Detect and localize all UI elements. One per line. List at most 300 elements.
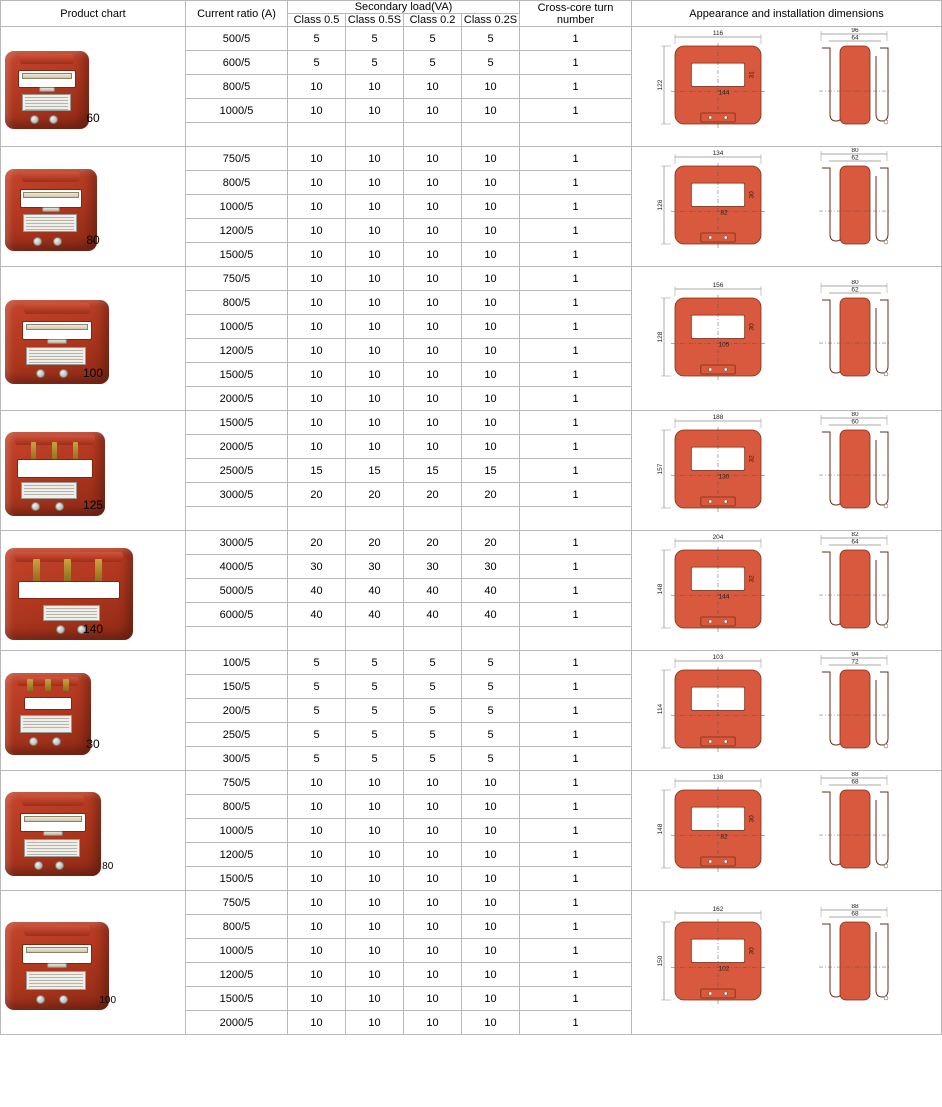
load-value-cell: 5	[404, 27, 462, 51]
product-cell	[1, 411, 186, 531]
table-row	[1, 771, 942, 795]
current-ratio-cell: 1000/5	[186, 939, 288, 963]
dim-height: 157	[656, 463, 664, 474]
dim-side-width: 96	[850, 27, 859, 34]
current-ratio-cell: 1000/5	[186, 195, 288, 219]
header-secondary-load: Secondary load(VA)	[288, 1, 520, 14]
load-value-cell: 5	[462, 27, 520, 51]
load-value-cell: 10	[346, 291, 404, 315]
current-ratio-cell: 750/5	[186, 267, 288, 291]
current-ratio-cell: 800/5	[186, 795, 288, 819]
dimension-cell	[632, 531, 942, 651]
cross-core-turn-cell: 1	[520, 99, 632, 123]
load-value-cell: 10	[346, 435, 404, 459]
load-value-cell: 5	[288, 723, 346, 747]
current-ratio-cell: 1000/5	[186, 315, 288, 339]
dim-inner-height: 30	[748, 322, 756, 330]
dim-inner-width: 105	[718, 341, 729, 349]
load-value-cell: 10	[288, 147, 346, 171]
load-value-cell: 10	[346, 267, 404, 291]
cross-core-turn-cell: 1	[520, 795, 632, 819]
load-value-cell	[404, 507, 462, 531]
load-value-cell: 10	[404, 915, 462, 939]
load-value-cell: 5	[346, 747, 404, 771]
current-ratio-cell: 800/5	[186, 915, 288, 939]
dim-side-width2: 62	[850, 286, 859, 293]
dim-inner-width: 144	[718, 593, 729, 601]
load-value-cell: 10	[288, 843, 346, 867]
dim-inner-height: 31	[748, 70, 756, 78]
load-value-cell: 20	[462, 483, 520, 507]
product-photo	[5, 922, 109, 1010]
table-header-row	[1, 1, 942, 14]
load-value-cell: 10	[346, 99, 404, 123]
cross-core-turn-cell: 1	[520, 435, 632, 459]
cross-core-turn-cell: 1	[520, 411, 632, 435]
dimension-drawing	[637, 148, 937, 266]
dim-side-width: 82	[850, 531, 859, 538]
load-value-cell: 20	[404, 483, 462, 507]
load-value-cell: 10	[404, 195, 462, 219]
product-size-label: 60	[86, 110, 100, 125]
product-photo	[5, 673, 91, 755]
current-ratio-cell: 1000/5	[186, 99, 288, 123]
cross-core-turn-cell: 1	[520, 675, 632, 699]
product-cell	[1, 651, 186, 771]
load-value-cell	[288, 627, 346, 651]
product-cell	[1, 267, 186, 411]
load-value-cell: 10	[288, 339, 346, 363]
dim-side-width: 94	[850, 651, 859, 658]
current-ratio-cell: 750/5	[186, 147, 288, 171]
product-photo	[5, 548, 133, 640]
current-ratio-cell: 1200/5	[186, 219, 288, 243]
load-value-cell: 10	[288, 939, 346, 963]
cross-core-turn-cell	[520, 507, 632, 531]
load-value-cell: 10	[462, 195, 520, 219]
product-photo	[5, 792, 101, 876]
load-value-cell: 10	[346, 819, 404, 843]
load-value-cell: 10	[404, 891, 462, 915]
load-value-cell: 10	[462, 1011, 520, 1035]
load-value-cell: 20	[404, 531, 462, 555]
dim-inner-height: 32	[748, 454, 756, 462]
load-value-cell: 10	[404, 771, 462, 795]
load-value-cell: 10	[288, 867, 346, 891]
cross-core-turn-cell: 1	[520, 171, 632, 195]
cross-core-turn-cell: 1	[520, 339, 632, 363]
load-value-cell: 10	[346, 243, 404, 267]
dim-width: 103	[712, 653, 723, 661]
load-value-cell: 10	[404, 267, 462, 291]
dim-width: 138	[712, 773, 723, 781]
load-value-cell: 40	[346, 579, 404, 603]
cross-core-turn-cell: 1	[520, 579, 632, 603]
dim-height: 150	[656, 955, 664, 966]
cross-core-turn-cell: 1	[520, 267, 632, 291]
dim-height: 122	[656, 79, 664, 90]
current-ratio-cell: 100/5	[186, 651, 288, 675]
cross-core-turn-cell: 1	[520, 315, 632, 339]
load-value-cell: 40	[346, 603, 404, 627]
load-value-cell: 10	[346, 843, 404, 867]
load-value-cell: 30	[288, 555, 346, 579]
load-value-cell: 10	[288, 291, 346, 315]
cross-core-turn-cell: 1	[520, 75, 632, 99]
load-value-cell: 5	[288, 651, 346, 675]
load-value-cell: 10	[288, 267, 346, 291]
load-value-cell: 10	[346, 411, 404, 435]
cross-core-turn-cell: 1	[520, 291, 632, 315]
table-row	[1, 267, 942, 291]
load-value-cell: 10	[346, 1011, 404, 1035]
dim-side-width2: 68	[850, 910, 859, 917]
dim-side-width2: 64	[850, 34, 859, 41]
current-ratio-cell: 3000/5	[186, 531, 288, 555]
load-value-cell: 10	[462, 363, 520, 387]
cross-core-turn-cell: 1	[520, 531, 632, 555]
dim-side-width: 80	[850, 147, 859, 154]
dimension-cell	[632, 267, 942, 411]
product-photo	[5, 51, 89, 129]
current-ratio-cell: 5000/5	[186, 579, 288, 603]
cross-core-turn-cell	[520, 627, 632, 651]
load-value-cell: 5	[404, 723, 462, 747]
cross-core-turn-cell: 1	[520, 891, 632, 915]
table-row	[1, 411, 942, 435]
current-ratio-cell: 2000/5	[186, 1011, 288, 1035]
header-class-02: Class 0.2	[404, 14, 462, 27]
current-ratio-cell	[186, 507, 288, 531]
load-value-cell: 5	[288, 27, 346, 51]
load-value-cell: 15	[288, 459, 346, 483]
load-value-cell: 10	[346, 75, 404, 99]
header-class-05s: Class 0.5S	[346, 14, 404, 27]
load-value-cell: 10	[404, 987, 462, 1011]
product-cell	[1, 27, 186, 147]
load-value-cell: 10	[462, 867, 520, 891]
load-value-cell: 5	[346, 675, 404, 699]
load-value-cell: 40	[288, 579, 346, 603]
dim-height: 148	[656, 583, 664, 594]
load-value-cell: 10	[404, 363, 462, 387]
load-value-cell: 5	[462, 51, 520, 75]
dim-inner-width: 82	[719, 833, 728, 841]
product-size-label: 100	[82, 365, 104, 380]
load-value-cell: 10	[288, 315, 346, 339]
dim-side-width2: 68	[850, 778, 859, 785]
load-value-cell: 10	[288, 363, 346, 387]
load-value-cell: 5	[288, 51, 346, 75]
dimension-drawing	[637, 28, 937, 146]
load-value-cell: 10	[462, 291, 520, 315]
load-value-cell: 10	[346, 771, 404, 795]
current-ratio-cell: 300/5	[186, 747, 288, 771]
load-value-cell	[404, 627, 462, 651]
load-value-cell: 10	[346, 363, 404, 387]
current-ratio-cell: 6000/5	[186, 603, 288, 627]
dimension-cell	[632, 411, 942, 531]
load-value-cell: 10	[346, 387, 404, 411]
cross-core-turn-cell: 1	[520, 915, 632, 939]
current-ratio-cell: 1500/5	[186, 411, 288, 435]
dim-width: 116	[712, 29, 723, 37]
cross-core-turn-cell: 1	[520, 219, 632, 243]
load-value-cell: 10	[462, 243, 520, 267]
load-value-cell: 10	[462, 387, 520, 411]
header-cross-core-turn: Cross-core turn number	[520, 1, 632, 27]
load-value-cell: 10	[288, 411, 346, 435]
current-ratio-cell	[186, 123, 288, 147]
dim-side-width2: 72	[850, 658, 859, 665]
cross-core-turn-cell: 1	[520, 363, 632, 387]
load-value-cell: 40	[288, 603, 346, 627]
current-ratio-cell: 200/5	[186, 699, 288, 723]
load-value-cell: 20	[346, 531, 404, 555]
cross-core-turn-cell: 1	[520, 603, 632, 627]
cross-core-turn-cell: 1	[520, 939, 632, 963]
cross-core-turn-cell: 1	[520, 27, 632, 51]
load-value-cell: 10	[346, 915, 404, 939]
current-ratio-cell: 2500/5	[186, 459, 288, 483]
load-value-cell: 10	[404, 819, 462, 843]
load-value-cell: 10	[288, 915, 346, 939]
product-cell	[1, 531, 186, 651]
header-product-chart: Product chart	[1, 1, 186, 27]
current-ratio-cell: 250/5	[186, 723, 288, 747]
load-value-cell: 10	[404, 939, 462, 963]
cross-core-turn-cell: 1	[520, 843, 632, 867]
cross-core-turn-cell: 1	[520, 867, 632, 891]
load-value-cell: 10	[346, 939, 404, 963]
cross-core-turn-cell: 1	[520, 459, 632, 483]
dim-side-width: 80	[850, 411, 859, 418]
dim-width: 204	[712, 533, 723, 541]
dim-inner-height: 30	[748, 190, 756, 198]
load-value-cell: 10	[462, 891, 520, 915]
load-value-cell: 5	[404, 699, 462, 723]
load-value-cell: 10	[288, 795, 346, 819]
load-value-cell: 10	[462, 339, 520, 363]
load-value-cell: 10	[346, 219, 404, 243]
load-value-cell: 10	[462, 987, 520, 1011]
current-ratio-cell: 1200/5	[186, 843, 288, 867]
dim-height: 148	[656, 823, 664, 834]
load-value-cell: 10	[288, 1011, 346, 1035]
cross-core-turn-cell: 1	[520, 747, 632, 771]
load-value-cell: 10	[404, 843, 462, 867]
current-ratio-cell: 1000/5	[186, 819, 288, 843]
load-value-cell: 10	[462, 963, 520, 987]
load-value-cell: 10	[404, 411, 462, 435]
cross-core-turn-cell: 1	[520, 963, 632, 987]
load-value-cell: 10	[288, 171, 346, 195]
dim-inner-height: 30	[748, 814, 756, 822]
load-value-cell: 10	[346, 339, 404, 363]
load-value-cell: 10	[288, 891, 346, 915]
dim-height: 126	[656, 199, 664, 210]
table-row	[1, 891, 942, 915]
cross-core-turn-cell: 1	[520, 723, 632, 747]
load-value-cell: 5	[346, 699, 404, 723]
product-photo	[5, 169, 100, 251]
load-value-cell: 10	[404, 291, 462, 315]
product-size-label: 100	[99, 994, 117, 1006]
dim-inner-width: 144	[718, 89, 729, 97]
load-value-cell: 10	[404, 243, 462, 267]
current-ratio-cell: 3000/5	[186, 483, 288, 507]
load-value-cell: 5	[404, 651, 462, 675]
load-value-cell: 5	[462, 723, 520, 747]
load-value-cell: 10	[288, 435, 346, 459]
dim-inner-height: 30	[748, 946, 756, 954]
dimension-drawing	[637, 280, 937, 398]
current-ratio-cell: 1200/5	[186, 963, 288, 987]
load-value-cell: 10	[404, 75, 462, 99]
load-value-cell: 10	[462, 795, 520, 819]
cross-core-turn-cell: 1	[520, 243, 632, 267]
current-ratio-cell: 2000/5	[186, 435, 288, 459]
load-value-cell: 20	[288, 483, 346, 507]
load-value-cell: 10	[462, 171, 520, 195]
cross-core-turn-cell: 1	[520, 651, 632, 675]
product-cell	[1, 147, 186, 267]
dimension-drawing	[637, 772, 937, 890]
current-ratio-cell: 1200/5	[186, 339, 288, 363]
load-value-cell: 10	[288, 819, 346, 843]
current-ratio-cell: 750/5	[186, 771, 288, 795]
current-ratio-cell: 500/5	[186, 27, 288, 51]
product-cell	[1, 891, 186, 1035]
load-value-cell: 40	[462, 603, 520, 627]
header-appearance: Appearance and installation dimensions	[632, 1, 942, 27]
load-value-cell: 10	[462, 939, 520, 963]
load-value-cell: 10	[404, 147, 462, 171]
load-value-cell: 10	[404, 387, 462, 411]
dimension-cell	[632, 771, 942, 891]
dim-inner-height: 32	[748, 574, 756, 582]
load-value-cell: 10	[404, 99, 462, 123]
load-value-cell: 5	[346, 723, 404, 747]
load-value-cell: 10	[288, 219, 346, 243]
current-ratio-cell: 150/5	[186, 675, 288, 699]
load-value-cell: 10	[346, 195, 404, 219]
load-value-cell: 10	[462, 915, 520, 939]
table-row	[1, 27, 942, 51]
load-value-cell: 30	[404, 555, 462, 579]
load-value-cell: 5	[404, 675, 462, 699]
load-value-cell: 10	[346, 315, 404, 339]
load-value-cell: 20	[346, 483, 404, 507]
load-value-cell: 10	[288, 99, 346, 123]
load-value-cell: 10	[346, 963, 404, 987]
load-value-cell: 10	[462, 819, 520, 843]
load-value-cell: 40	[404, 603, 462, 627]
dimension-drawing	[637, 652, 937, 770]
dim-side-width: 88	[850, 903, 859, 910]
dim-width: 188	[712, 413, 723, 421]
table-row	[1, 651, 942, 675]
load-value-cell	[346, 507, 404, 531]
load-value-cell: 5	[404, 51, 462, 75]
load-value-cell: 10	[288, 387, 346, 411]
load-value-cell: 5	[462, 699, 520, 723]
cross-core-turn-cell: 1	[520, 819, 632, 843]
load-value-cell: 5	[462, 747, 520, 771]
load-value-cell: 10	[462, 315, 520, 339]
current-ratio-cell: 1500/5	[186, 243, 288, 267]
cross-core-turn-cell: 1	[520, 51, 632, 75]
load-value-cell: 10	[462, 99, 520, 123]
load-value-cell	[288, 507, 346, 531]
load-value-cell: 10	[404, 795, 462, 819]
current-ratio-cell: 4000/5	[186, 555, 288, 579]
dim-inner-width: 102	[718, 965, 729, 973]
load-value-cell: 10	[404, 435, 462, 459]
load-value-cell: 10	[462, 411, 520, 435]
load-value-cell	[346, 627, 404, 651]
load-value-cell: 30	[462, 555, 520, 579]
current-ratio-cell: 800/5	[186, 171, 288, 195]
load-value-cell: 10	[288, 987, 346, 1011]
current-ratio-cell: 600/5	[186, 51, 288, 75]
load-value-cell: 20	[288, 531, 346, 555]
load-value-cell: 5	[288, 747, 346, 771]
current-ratio-cell: 2000/5	[186, 387, 288, 411]
load-value-cell: 5	[462, 675, 520, 699]
dim-side-width2: 64	[850, 538, 859, 545]
product-size-label: 30	[86, 736, 100, 751]
dimension-cell	[632, 27, 942, 147]
load-value-cell: 10	[404, 315, 462, 339]
dimension-drawing	[637, 532, 937, 650]
load-value-cell: 10	[346, 867, 404, 891]
load-value-cell: 5	[462, 651, 520, 675]
cross-core-turn-cell: 1	[520, 1011, 632, 1035]
load-value-cell: 10	[346, 795, 404, 819]
load-value-cell: 10	[404, 339, 462, 363]
dim-inner-width: 82	[719, 209, 728, 217]
load-value-cell: 10	[346, 987, 404, 1011]
load-value-cell: 40	[462, 579, 520, 603]
load-value-cell: 5	[404, 747, 462, 771]
current-ratio-cell: 1500/5	[186, 867, 288, 891]
table-row	[1, 147, 942, 171]
product-size-label: 80	[102, 860, 114, 872]
cross-core-turn-cell: 1	[520, 147, 632, 171]
current-ratio-cell: 800/5	[186, 75, 288, 99]
dim-side-width2: 60	[850, 418, 859, 425]
load-value-cell: 40	[404, 579, 462, 603]
load-value-cell: 5	[346, 51, 404, 75]
dimension-drawing	[637, 904, 937, 1022]
load-value-cell: 10	[462, 267, 520, 291]
load-value-cell: 10	[462, 843, 520, 867]
cross-core-turn-cell: 1	[520, 555, 632, 579]
load-value-cell: 5	[288, 699, 346, 723]
header-current-ratio: Current ratio (A)	[186, 1, 288, 27]
load-value-cell: 5	[346, 651, 404, 675]
dim-height: 114	[656, 703, 664, 714]
cross-core-turn-cell: 1	[520, 195, 632, 219]
load-value-cell: 10	[404, 867, 462, 891]
cross-core-turn-cell: 1	[520, 699, 632, 723]
load-value-cell	[288, 123, 346, 147]
product-cell	[1, 771, 186, 891]
load-value-cell: 15	[404, 459, 462, 483]
current-ratio-cell: 1500/5	[186, 987, 288, 1011]
current-ratio-cell: 750/5	[186, 891, 288, 915]
